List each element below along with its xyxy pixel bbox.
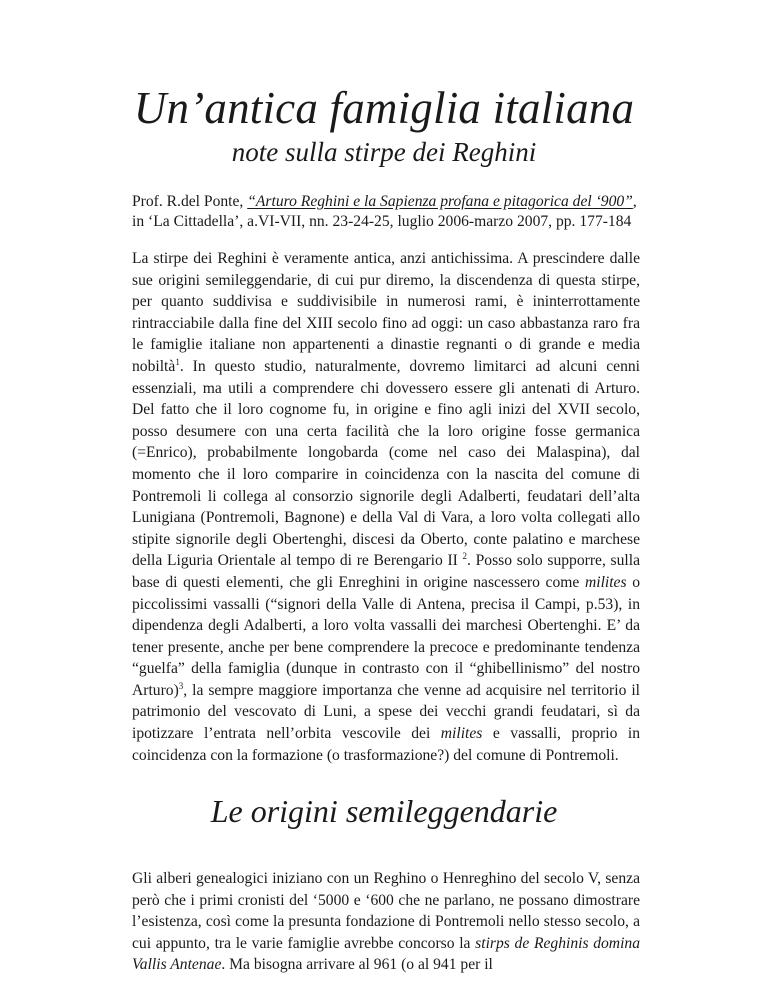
paragraph-text: , la sempre maggiore importanza che venne ad acquisire nel territorio il patrimonio del vescovato di Luni, a spese dei vecchi grandi feudatari, sì da ipotizzare l’entrata nell’orbita vescovile dei bbox=[132, 681, 640, 743]
paragraph-text: o piccolissimi vassalli (“signori della Valle di Antena, precisa il Campi, p.53), in dipendenza degli Adalberti, a loro volta vassalli dei marchesi Obertenghi. E’ da tener presente, anche per bene comprendere la precoce e predominante tendenza “guelfa” della famiglia (dunque in contrasto con il “ghibellinismo” del nostro Arturo) bbox=[132, 573, 640, 699]
paragraph-text: . Posso solo supporre, sulla base di questi elementi, che gli Enreghini in origine nascessero come bbox=[132, 552, 640, 591]
footnote-ref-2[interactable]: 2 bbox=[462, 551, 468, 562]
footnote-ref-3[interactable]: 3 bbox=[178, 680, 184, 691]
intro-paragraph bbox=[132, 248, 640, 766]
paragraph-text: e vassalli, proprio in coincidenza con la formazione (o trasformazione?) del comune di Pontremoli. bbox=[132, 725, 640, 764]
paragraph-text: . Ma bisogna arrivare al 961 (o al 941 per il bbox=[221, 956, 493, 974]
source-citation bbox=[132, 192, 640, 232]
paragraph-text: Gli alberi genealogici iniziano con un Reghino o Henreghino del secolo V, senza però che i primi cronisti del ‘5000 e ‘600 che ne parlano, ne possano dimostrare l’esistenza, così come la presunta fondazione di Pontremoli nello stesso secolo, a cui appunto, tra le varie famiglie avrebbe concorso la bbox=[132, 870, 640, 952]
citation-details: , in ‘La Cittadella’, a.VI-VII, nn. 23-24-25, luglio 2006-marzo 2007, pp. 177-184 bbox=[132, 193, 637, 230]
footnote-ref-1[interactable]: 1 bbox=[175, 356, 180, 367]
italic-term: milites bbox=[584, 573, 627, 591]
citation-author: Prof. R.del Ponte, bbox=[132, 193, 248, 210]
document-title: Un’antica famiglia italiana bbox=[133, 83, 635, 133]
origins-paragraph bbox=[132, 868, 640, 976]
paragraph-text: La stirpe dei Reghini è veramente antica, anzi antichissima. A prescindere dalle sue origini semileggendarie, di cui pur diremo, la discendenza di questa stirpe, per quanto suddivisa e suddivisibile in numerosi rami, è ininterrottamente rintracciabile dalla fine del XIII secolo fino ad oggi: un caso abbastanza raro fra le famiglie italiane non appartenenti a dinastie regnanti o di grande e media nobiltà bbox=[132, 250, 640, 375]
paragraph-text: . In questo studio, naturalmente, dovremo limitarci ad alcuni cenni essenziali, ma utili a comprendere chi dovessero essere gli antenati di Arturo. Del fatto che il loro cognome fu, in origine e fino agli inizi del XVII secolo, posso desumere con una certa facilità che la loro origine fosse germanica (=Enrico), probabilmente longobarda (come nel caso dei Malaspina), dal momento che il loro comparire in coincidenza con la nascita del comune di Pontremoli li collega al consorzio signorile degli Adalberti, feudatari dell’alta Lunigiana (Pontremoli, Bagnone) e della Val di Vara, a loro volta collegati allo stipite signorile degli Obertenghi, discesi da Oberto, conte palatino e marchese della Liguria Orientale al tempo di re Berengario II bbox=[132, 357, 640, 570]
italic-latin-phrase: stirps de Reghinis domina Vallis Antenae bbox=[132, 934, 640, 974]
italic-term: milites bbox=[440, 725, 483, 743]
section-heading: Le origini semileggendarie bbox=[210, 793, 558, 829]
citation-link[interactable]: “Arturo Reghini e la Sapienza profana e pitagorica del ‘900” bbox=[247, 193, 633, 210]
document-subtitle: note sulla stirpe dei Reghini bbox=[231, 137, 537, 167]
